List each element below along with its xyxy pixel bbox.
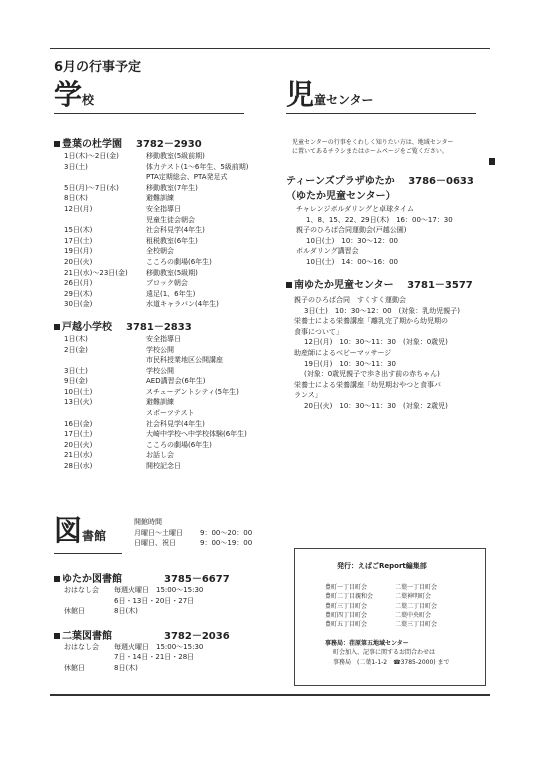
event-name: AED講習会(6年生) [146, 377, 206, 386]
event-row [64, 151, 274, 162]
event-name: 大崎中学校へ中学校体験(6年生) [146, 430, 247, 439]
event-name: 安全指導日 [146, 204, 181, 213]
event-row [64, 440, 274, 451]
library-row-label [64, 652, 114, 663]
event-date: 15日(木) [64, 226, 93, 235]
event-name: 学校公開 [146, 366, 174, 375]
event-row [64, 397, 274, 408]
event-row [64, 461, 274, 472]
event-date: 21日(水)～23日(金) [64, 268, 128, 277]
event-date: 21日(水) [64, 451, 93, 460]
library-list [54, 570, 274, 674]
event-date [64, 355, 146, 366]
town-right: 二葉一丁目町会 [395, 584, 438, 591]
minami-line: (対象：0歳児親子で歩き出す前の赤ちゃん) [304, 370, 440, 379]
school-bullet [54, 324, 60, 330]
event-name: 移動教室(7年生) [146, 183, 198, 192]
event-name: 避難訓練 [146, 194, 174, 203]
event-row [64, 408, 274, 419]
event-row [64, 450, 274, 461]
town-row [325, 602, 437, 611]
event-name: 学校公開 [146, 345, 174, 354]
minami-line: 栄養士による栄養講座「離乳完了期から幼児期の [294, 317, 448, 326]
event-date: 2日(金) [64, 345, 88, 354]
event-row [64, 215, 274, 226]
event-date: 26日(月) [64, 279, 93, 288]
school-phone: 3781－2833 [126, 321, 192, 333]
center-intro [292, 138, 454, 157]
event-row [64, 419, 274, 430]
library-heading [54, 516, 106, 546]
library-underline [54, 553, 122, 554]
hours-days-1: 月曜日～土曜日 [134, 528, 183, 537]
library-row [64, 596, 274, 607]
library-row-label: 休館日 [64, 663, 85, 672]
school-header [54, 135, 274, 150]
school-block [54, 135, 274, 310]
library-row [64, 585, 274, 596]
event-name: 体力テスト(1～6年生、5級前期) [146, 162, 249, 171]
minami-phone: 3781－3577 [407, 280, 473, 291]
publisher-office [325, 639, 450, 667]
event-name: 避難訓練 [146, 398, 174, 407]
event-date: 17日(土) [64, 236, 93, 245]
plaza-subname: （ゆたか児童センター） [286, 191, 396, 202]
hours-days-2: 日曜日、祝日 [134, 539, 176, 548]
hours-title: 開館時間 [134, 518, 162, 526]
event-row [64, 162, 274, 173]
event-row [64, 278, 274, 289]
library-phone: 3782－2036 [164, 630, 230, 642]
event-row [64, 236, 274, 247]
town-row [325, 620, 437, 629]
event-name: スチューデントシティ(5年生) [146, 387, 239, 396]
minami-line: 19日(月) 10：30～11：30 [304, 359, 396, 368]
minami-line: 栄養士による栄養講座「幼児期おやつと食事バ [294, 380, 441, 389]
school-name: 戸越小学校 [62, 321, 112, 333]
library-row-label: おはなし会 [64, 586, 99, 594]
event-date: 9日(金) [64, 377, 88, 386]
town-right: 二葉中央町会 [395, 611, 432, 619]
minami-line: 親子のひろば合同 すくすく運動会 [294, 296, 406, 304]
town-row [325, 592, 437, 601]
event-date: 19日(月) [64, 247, 93, 256]
event-row [64, 193, 274, 204]
event-row [64, 345, 274, 356]
library-rows [64, 642, 274, 674]
plaza-block [286, 172, 486, 268]
event-date [64, 172, 146, 183]
event-name: 児童生徒会朝会 [146, 215, 195, 224]
library-heading-small: 書館 [82, 529, 107, 543]
library-hours [134, 517, 252, 549]
event-name: 移動教室(5級前期) [146, 152, 205, 160]
publisher-title: 発行：えばごReport編集部 [337, 562, 427, 570]
minami-lines [294, 295, 496, 412]
event-date: 20日(火) [64, 440, 93, 449]
center-heading-small: 童センター [314, 93, 374, 107]
library-row-value: 6日・13日・20日・27日 [114, 596, 195, 605]
plaza-name: ティーンズプラザゆたか [286, 176, 395, 187]
event-date: 13日(火) [64, 398, 93, 407]
event-row [64, 183, 274, 194]
library-row-value: 7日・14日・21日・28日 [114, 653, 195, 662]
office-line: 事務局：荏原第五地域センター [325, 640, 409, 647]
event-date: 17日(土) [64, 430, 93, 439]
school-heading-small: 校 [82, 93, 95, 107]
town-row [325, 583, 437, 592]
event-name: 遠足(1、6年生) [146, 289, 196, 298]
school-phone: 3782－2930 [136, 139, 202, 150]
event-row [64, 246, 274, 257]
school-name: 豊葉の杜学園 [62, 139, 122, 150]
hours-time-2: 9：00～19：00 [200, 539, 253, 548]
school-underline [54, 113, 244, 114]
town-right: 二葉三丁目町会 [395, 621, 438, 629]
library-heading-big: 図 [54, 514, 83, 547]
event-row [64, 172, 274, 183]
center-underline [286, 113, 476, 114]
event-date: 12日(月) [64, 204, 93, 213]
library-row-label [64, 596, 114, 607]
event-row [64, 387, 274, 398]
event-row [64, 376, 274, 387]
library-block [54, 570, 274, 617]
school-heading [54, 80, 94, 110]
publisher-box [294, 548, 486, 686]
library-block [54, 627, 274, 674]
event-row [64, 299, 274, 310]
event-date: 8日(木) [64, 194, 88, 203]
center-intro-line-1: 児童センターの行事をくわしく知りたい方は、地域センター [292, 139, 454, 146]
center-heading [286, 80, 374, 110]
town-row [325, 611, 437, 620]
town-left: 豊町一丁目町会 [325, 584, 368, 591]
minami-line: 3日(土) 10：30～12：00 (対象：乳幼児親子) [304, 306, 461, 315]
event-row [64, 334, 274, 345]
event-date: 16日(金) [64, 419, 93, 428]
event-date: 3日(土) [64, 162, 88, 171]
plaza-lines [296, 204, 486, 268]
event-date: 1日(木)～2日(金) [64, 152, 119, 160]
school-list [54, 135, 274, 472]
minami-line: 食事について」 [294, 327, 343, 336]
library-rows [64, 585, 274, 617]
minami-line: 20日(火) 10：30～11：30 (対象：2歳児) [304, 401, 448, 410]
school-bullet [54, 141, 60, 147]
minami-block [286, 276, 496, 412]
event-name: PTA定期総会、PTA発足式 [146, 173, 228, 182]
school-block [54, 318, 274, 472]
center-intro-line-2: に置いてあるチラシまたはホームページをご覧ください。 [292, 148, 448, 156]
event-name: お話し会 [146, 451, 174, 460]
event-date: 1日(木) [64, 334, 88, 343]
page-title: 6月の行事予定 [54, 60, 142, 75]
town-table [325, 583, 437, 629]
town-left: 豊町二丁目親和会 [325, 593, 374, 601]
event-name: 開校記念日 [146, 462, 181, 471]
library-row-value: 毎週火曜日 15:00～15:30 [114, 586, 204, 594]
event-name: 移動教室(5級期) [146, 268, 198, 277]
event-row [64, 268, 274, 279]
event-name: 社会科見学(4年生) [146, 226, 205, 235]
town-left: 豊町三丁目町会 [325, 602, 368, 610]
event-date: 28日(水) [64, 462, 93, 471]
minami-line: ランス」 [294, 391, 322, 400]
plaza-line: 10日(土) 14：00～16：00 [306, 257, 398, 266]
event-date: 5日(月)～7日(水) [64, 183, 119, 192]
event-row [64, 257, 274, 268]
event-name: 安全指導日 [146, 334, 181, 343]
event-name: スポーツテスト [146, 409, 195, 418]
event-name: こころの劇場(6年生) [146, 440, 212, 449]
event-date: 10日(土) [64, 387, 93, 396]
library-row-value: 毎週火曜日 15:00～15:30 [114, 642, 204, 651]
event-row [64, 204, 274, 215]
plaza-line: 親子のひろば合同運動会(戸越公園) [296, 226, 407, 235]
event-date: 29日(木) [64, 289, 93, 298]
library-row [64, 663, 274, 674]
library-row [64, 642, 274, 653]
school-heading-big: 学 [54, 78, 83, 111]
event-name: 全校朝会 [146, 247, 174, 256]
top-rule [50, 48, 490, 49]
library-name: ゆたか図書館 [62, 574, 122, 585]
library-bullet [54, 576, 60, 582]
school-events [64, 334, 274, 472]
plaza-phone: 3786－0633 [408, 176, 474, 187]
event-row [64, 355, 274, 366]
minami-name: 南ゆたか児童センター [294, 280, 394, 291]
center-heading-big: 児 [286, 78, 315, 111]
event-name: こころの劇場(6年生) [146, 257, 212, 266]
plaza-line: チャレンジボルダリングと卓球タイム [296, 205, 415, 213]
event-name: 社会科見学(4年生) [146, 419, 205, 428]
plaza-line: 10日(土) 10：30～12：00 [306, 236, 398, 245]
library-bullet [54, 633, 60, 639]
plaza-line: 1、8、15、22、29日(木) 16：00～17：30 [306, 215, 453, 224]
library-header [54, 570, 274, 585]
minami-bullet [286, 282, 292, 288]
event-name: 水道キャラバン(4年生) [146, 300, 219, 309]
town-right: 二葉二丁目町会 [395, 602, 438, 610]
event-name: 租税教室(6年生) [146, 236, 198, 245]
event-date: 20日(火) [64, 257, 93, 266]
library-row [64, 652, 274, 663]
library-name: 二葉図書館 [62, 630, 112, 642]
event-row [64, 289, 274, 300]
school-header [54, 318, 274, 333]
library-phone: 3785－6677 [164, 574, 230, 585]
town-left: 豊町五丁目町会 [325, 621, 368, 629]
town-right: 二葉神明町会 [395, 593, 432, 601]
event-row [64, 429, 274, 440]
hours-time-1: 9：00～20：00 [200, 528, 253, 537]
side-square-marker [489, 158, 495, 165]
event-date: 3日(土) [64, 366, 88, 375]
event-row [64, 366, 274, 377]
event-date [64, 215, 146, 226]
library-row [64, 606, 274, 617]
bottom-rule [50, 694, 490, 696]
library-row-label: 休館日 [64, 607, 85, 616]
town-left: 豊町四丁目町会 [325, 611, 368, 619]
library-row-value: 8日(木) [114, 663, 138, 672]
library-header [54, 627, 274, 642]
event-date [64, 408, 146, 419]
library-row-value: 8日(木) [114, 607, 138, 616]
minami-line: 12日(月) 10：30～11：30 (対象：0歳児) [304, 338, 448, 347]
office-line: 町会加入、記事に関するお問合わせは [333, 649, 436, 657]
office-line: 事務局 (二葉1-1-2 ☎3785-2000) まで [333, 658, 450, 666]
event-name: 市民科授業地区公開講座 [146, 356, 223, 365]
event-name: ブロック朝会 [146, 279, 188, 288]
plaza-line: ボルダリング講習会 [296, 247, 359, 256]
event-date: 30日(金) [64, 300, 93, 309]
library-row-label: おはなし会 [64, 642, 99, 651]
school-events [64, 151, 274, 310]
minami-line: 助産師によるベビーマッサージ [294, 348, 392, 357]
event-row [64, 225, 274, 236]
